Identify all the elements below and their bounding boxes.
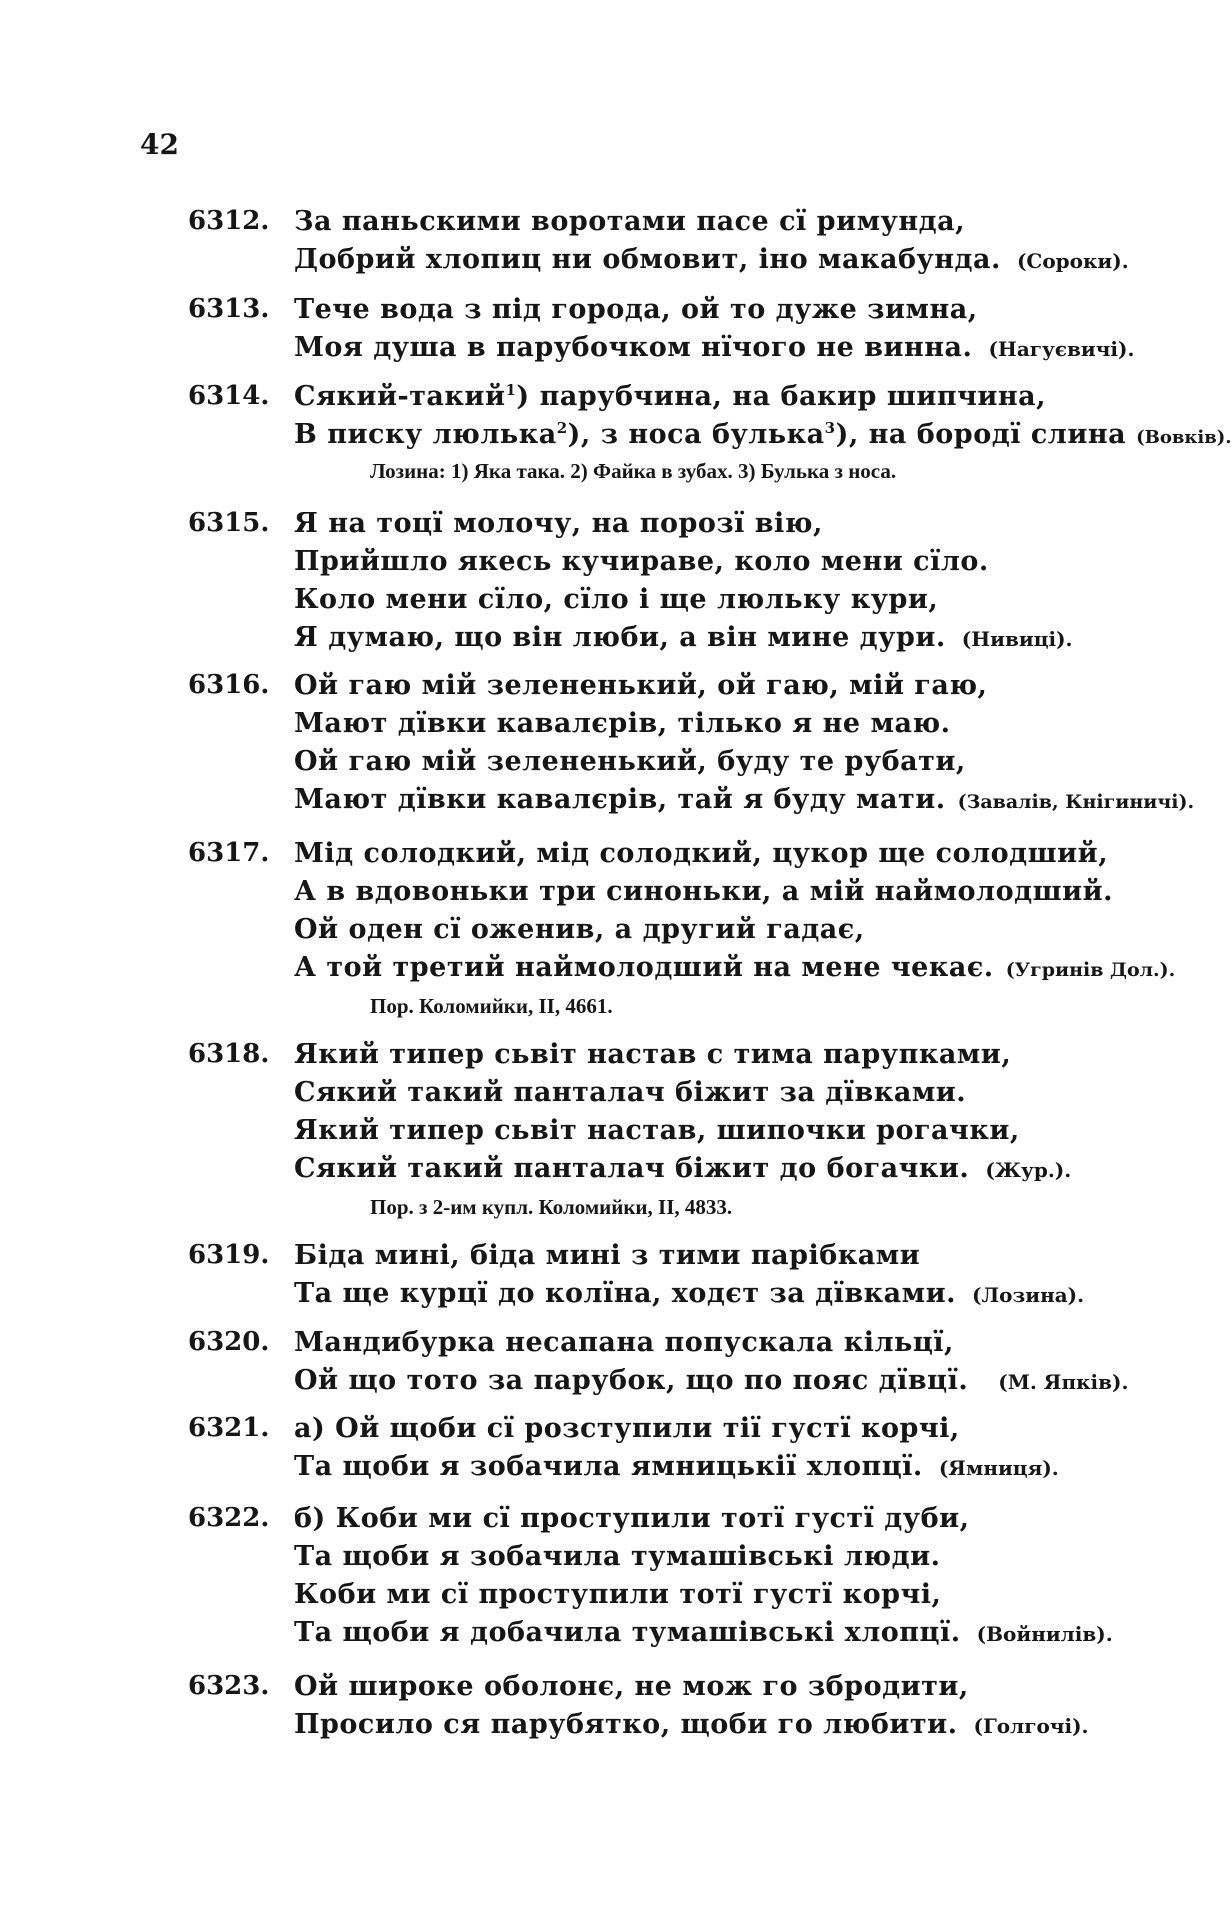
verse-line: Та ще курцї до колїна, ходєт за дївками. (Лозина). [294, 1278, 1085, 1309]
source-place: (Нагуєвичі). [988, 337, 1135, 361]
verse-line: Ой що тото за парубок, що по пояс дївцї. (М. Япків). [294, 1365, 1129, 1396]
verse-line: Мают дївки кавалєрів, тай я буду мати. (Завалів, Кнігиничі). [294, 784, 1195, 815]
verse-line: Біда мині, біда мині з тими парібками [294, 1240, 921, 1271]
entry-number: 6320. [188, 1327, 270, 1357]
verse-line: Добрий хлопиц ни обмовит, іно макабунда. (Сороки). [294, 244, 1129, 275]
entry-number: 6316. [188, 670, 270, 700]
footnote: Лозина: 1) Яка така. 2) Файка в зубах. 3) Булька з носа. [370, 459, 897, 483]
source-place: (Голгочі). [973, 1714, 1089, 1738]
source-place: (Угринів Дол.). [1005, 959, 1176, 981]
source-place: (Нивиці). [961, 627, 1073, 651]
verse-line: В писку люлька$^2$), з носа булька$^3$), на бородї слина (Вовків). [294, 419, 1232, 450]
verse-line: Я думаю, що він люби, а він мине дури. (Нивиці). [294, 622, 1073, 653]
source-place: (Ямниця). [938, 1456, 1059, 1480]
source-place: (Войнилів). [976, 1622, 1113, 1646]
entry-number: 6314. [188, 381, 270, 411]
entry-number: 6317. [188, 838, 270, 868]
entry-number: 6318. [188, 1039, 270, 1069]
source-place: (Жур.). [985, 1158, 1072, 1182]
source-place: (Лозина). [972, 1283, 1085, 1307]
entry-number: 6321. [188, 1413, 270, 1443]
entry-number: 6312. [188, 206, 270, 236]
entry-number: 6323. [188, 1671, 270, 1701]
verse-line: Ой гаю мій зелененький, ой гаю, мій гаю, [294, 670, 988, 701]
verse-line: Та щоби я зобачила тумашівські люди. [294, 1541, 941, 1572]
page-number: 42 [140, 128, 179, 161]
verse-line: Коло мени сїло, сїло і ще люльку кури, [294, 584, 939, 615]
entry-number: 6319. [188, 1240, 270, 1270]
verse-line: Ой оден сї оженив, а другий гадає, [294, 914, 865, 945]
footnote: Пор. з 2-им купл. Коломийки, II, 4833. [370, 1195, 733, 1219]
verse-line: За паньскими воротами пасе сї римунда, [294, 206, 965, 237]
verse-line: Моя душа в парубочком нїчого не винна. (Нагуєвичі). [294, 332, 1135, 363]
verse-line: Та щоби я зобачила ямницькії хлопцї. (Ямниця). [294, 1451, 1059, 1482]
entry-number: 6322. [188, 1503, 270, 1533]
source-place: (Завалів, Кнігиничі). [957, 791, 1195, 813]
footnote: Пор. Коломийки, II, 4661. [370, 994, 613, 1018]
verse-line: Сякий такий панталач біжит за дївками. [294, 1077, 967, 1108]
verse-line: Тече вода з під города, ой то дуже зимна, [294, 294, 978, 325]
verse-line: Сякий такий панталач біжит до богачки. (Жур.). [294, 1153, 1072, 1184]
source-place: (Сороки). [1016, 249, 1129, 273]
verse-line: Я на тоцї молочу, на порозї вію, [294, 508, 823, 539]
source-place: (М. Япків). [998, 1370, 1129, 1394]
verse-line: А той третий наймолодший на мене чекає. (Угринів Дол.). [294, 952, 1176, 983]
verse-line: а) Ой щоби сї розступили тії густї корчі, [294, 1413, 960, 1444]
source-place: (Вовків). [1136, 427, 1232, 448]
verse-line: Коби ми сї проступили тотї густї корчі, [294, 1579, 942, 1610]
verse-line: Мід солодкий, мід солодкий, цукор ще солодший, [294, 838, 1109, 869]
verse-line: Ой широке оболонє, не мож го збродити, [294, 1671, 969, 1702]
verse-line: Мают дївки кавалєрів, тілько я не маю. [294, 708, 951, 739]
verse-line: Сякий-такий$^1$) парубчина, на бакир шипчина, [294, 381, 1047, 412]
entry-number: 6313. [188, 294, 270, 324]
verse-line: б) Коби ми сї проступили тотї густї дуби, [294, 1503, 970, 1534]
verse-line: Просило ся парубятко, щоби го любити. (Голгочі). [294, 1709, 1089, 1740]
verse-line: Який типер сьвіт настав, шипочки рогачки, [294, 1115, 1020, 1146]
entry-number: 6315. [188, 508, 270, 538]
verse-line: А в вдовоньки три синоньки, а мій наймолодший. [294, 876, 1114, 907]
verse-line: Мандибурка несапана попускала кільцї, [294, 1327, 954, 1358]
verse-line: Прийшло якесь кучираве, коло мени сїло. [294, 546, 989, 577]
verse-line: Ой гаю мій зелененький, буду те рубати, [294, 746, 966, 777]
verse-line: Який типер сьвіт настав с тима парупками, [294, 1039, 1012, 1070]
verse-line: Та щоби я добачила тумашівські хлопцї. (Войнилів). [294, 1617, 1113, 1648]
